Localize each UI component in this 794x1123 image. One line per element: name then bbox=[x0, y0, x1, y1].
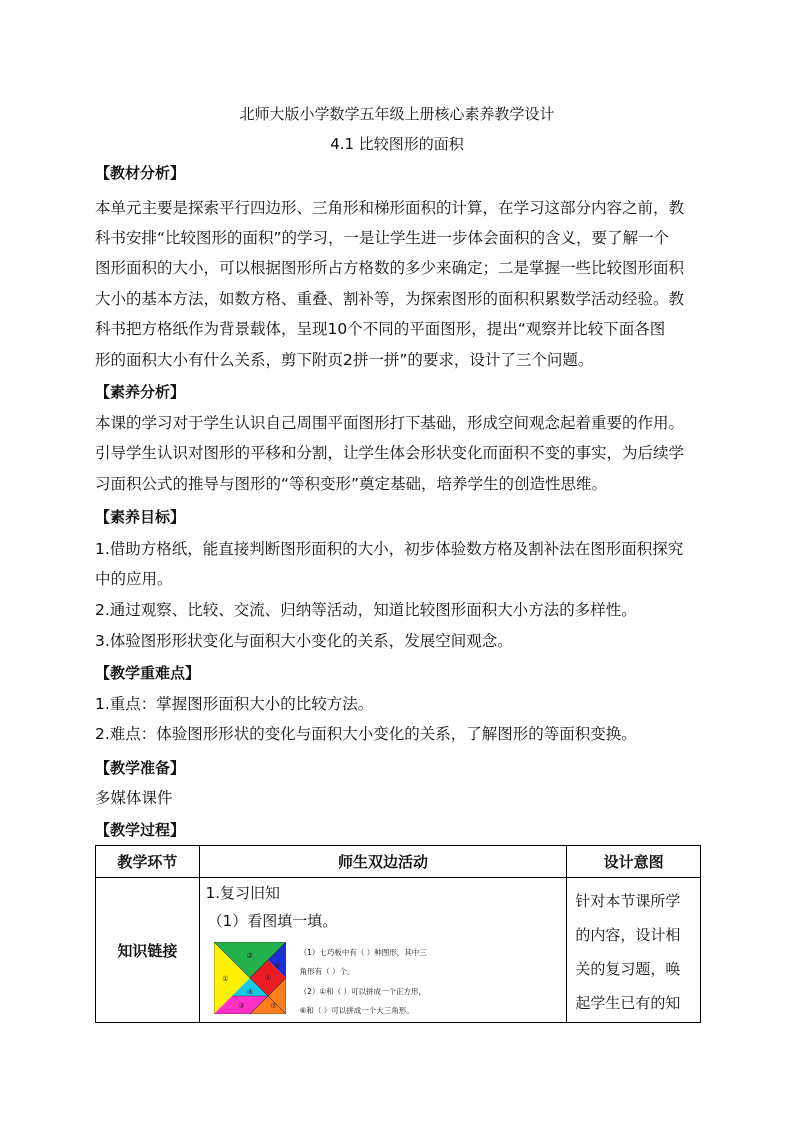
literacy-line: 引导学生认识对图形的平移和分割，让学生体会形状变化而面积不变的事实，为后续学 bbox=[95, 444, 685, 462]
tangram-image bbox=[214, 942, 286, 1014]
lesson-title: 4.1 比较图形的面积 bbox=[330, 135, 464, 153]
question-text: （2）①和（ ）可以拼成一个正方形， bbox=[299, 987, 427, 996]
tangram-label: ③ bbox=[237, 1001, 245, 1011]
activity-subtitle: （1）看图填一填。 bbox=[207, 912, 338, 930]
goal-line: 2.通过观察、比较、交流、归纳等活动，知道比较图形面积大小方法的多样性。 bbox=[95, 601, 637, 619]
intent-cell bbox=[567, 878, 701, 1023]
tangram-label: ⑤ bbox=[264, 973, 271, 983]
column-header-intent: 设计意图 bbox=[567, 846, 701, 878]
textbook-line: 本单元主要是探索平行四边形、三角形和梯形面积的计算，在学习这部分内容之前，教 bbox=[95, 199, 685, 217]
tangram-label: ② bbox=[246, 950, 253, 960]
textbook-analysis-heading: 【教材分析】 bbox=[95, 164, 186, 182]
tangram-label: ④ bbox=[246, 986, 253, 996]
textbook-line: 图形面积的大小，可以根据图形所占方格数的多少来确定；二是掌握一些比较图形面积 bbox=[95, 259, 685, 277]
literacy-goals-heading: 【素养目标】 bbox=[95, 508, 186, 526]
intent-line: 的内容，设计相 bbox=[575, 926, 681, 944]
question-text: 角形有（ ）个。 bbox=[299, 967, 355, 976]
activity-cell bbox=[199, 878, 567, 1023]
literacy-analysis-heading: 【素养分析】 bbox=[95, 383, 186, 401]
table-header-row bbox=[96, 846, 701, 878]
goal-line: 中的应用。 bbox=[95, 570, 173, 588]
table-row bbox=[96, 878, 701, 1023]
question-text: （1）七巧板中有（ ）种图形，其中三 bbox=[299, 948, 427, 957]
tangram-label: ① bbox=[221, 973, 229, 983]
teaching-process-table bbox=[95, 845, 701, 1023]
intent-line: 起学生已有的知 bbox=[575, 994, 681, 1012]
key-point-line: 2.难点：体验图形形状的变化与面积大小变化的关系，了解图形的等面积变换。 bbox=[95, 725, 637, 743]
textbook-line: 科书把方格纸作为背景载体，呈现10个不同的平面图形，提出“观察并比较下面各图 bbox=[95, 320, 666, 338]
textbook-line: 大小的基本方法，如数方格、重叠、割补等，为探索图形的面积积累数学活动经验。教 bbox=[95, 290, 685, 308]
document-title: 北师大版小学数学五年级上册核心素养教学设计 bbox=[239, 105, 555, 123]
question-text: ⑥和（ ）可以拼成一个大三角形。 bbox=[299, 1006, 414, 1015]
stage-cell: 知识链接 bbox=[96, 878, 200, 1023]
literacy-line: 本课的学习对于学生认识自己周围平面图形打下基础，形成空间观念起着重要的作用。 bbox=[95, 414, 685, 432]
intent-line: 针对本节课所学 bbox=[575, 892, 681, 910]
goal-line: 3.体验图形形状变化与面积大小变化的关系，发展空间观念。 bbox=[95, 632, 513, 650]
key-points-heading: 【教学重难点】 bbox=[95, 664, 201, 682]
intent-line: 关的复习题，唤 bbox=[575, 960, 681, 978]
activity-title: 1.复习旧知 bbox=[205, 884, 280, 902]
goal-line: 1.借助方格纸，能直接判断图形面积的大小，初步体验数方格及割补法在图形面积探究 bbox=[95, 540, 684, 558]
tangram-label: ⑦ bbox=[270, 1001, 277, 1011]
column-header-stage: 教学环节 bbox=[96, 846, 200, 878]
textbook-line: 形的面积大小有什么关系，剪下附页2拼一拼”的要求，设计了三个问题。 bbox=[95, 351, 594, 369]
key-point-line: 1.重点：掌握图形面积大小的比较方法。 bbox=[95, 695, 374, 713]
literacy-line: 习面积公式的推导与图形的“等积变形”奠定基础，培养学生的创造性思维。 bbox=[95, 475, 608, 493]
tangram-label: ⑥ bbox=[273, 960, 281, 970]
column-header-activity: 师生双边活动 bbox=[199, 846, 567, 878]
preparation-text: 多媒体课件 bbox=[95, 789, 173, 807]
process-heading: 【教学过程】 bbox=[95, 821, 186, 839]
preparation-heading: 【教学准备】 bbox=[95, 759, 186, 777]
textbook-line: 科书安排“比较图形的面积”的学习，一是让学生进一步体会面积的含义，要了解一个 bbox=[95, 229, 670, 247]
